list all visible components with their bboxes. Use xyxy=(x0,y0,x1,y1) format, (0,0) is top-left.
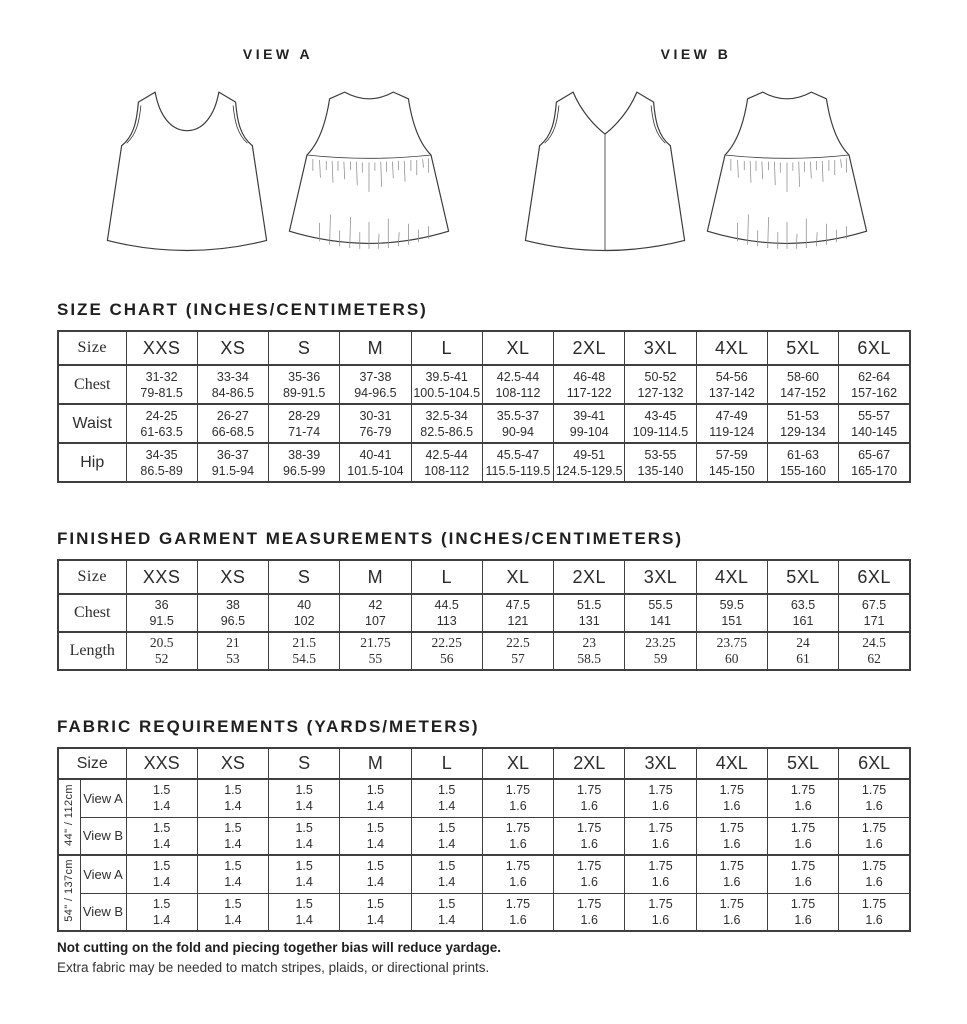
size-header-cell: XXS xyxy=(126,748,197,779)
measurement-value-cell: 42 107 xyxy=(340,594,411,632)
size-header-cell: XS xyxy=(197,331,268,365)
measurement-value-cell: 46-48 117-122 xyxy=(554,365,625,404)
view-b-front-garment-illustration xyxy=(517,86,693,260)
size-header-cell: M xyxy=(340,560,411,594)
size-header-cell: 3XL xyxy=(625,560,696,594)
measurement-value-cell: 61-63 155-160 xyxy=(767,443,838,482)
measurement-value-cell: 57-59 145-150 xyxy=(696,443,767,482)
measurement-value-cell: 1.5 1.4 xyxy=(340,817,411,855)
measurement-value-cell: 1.75 1.6 xyxy=(839,893,910,931)
size-header-cell: 5XL xyxy=(767,748,838,779)
size-header-cell: 6XL xyxy=(839,331,910,365)
measurement-value-cell: 47.5 121 xyxy=(482,594,553,632)
size-header-cell: 4XL xyxy=(696,748,767,779)
measurement-value-cell: 59.5 151 xyxy=(696,594,767,632)
table-row xyxy=(58,632,910,670)
row-label-cell: Waist xyxy=(58,404,126,443)
measurement-value-cell: 1.5 1.4 xyxy=(340,893,411,931)
measurement-value-cell: 44.5 113 xyxy=(411,594,482,632)
measurement-value-cell: 22.5 57 xyxy=(482,632,553,670)
measurement-value-cell: 1.5 1.4 xyxy=(269,855,340,893)
measurement-value-cell: 1.75 1.6 xyxy=(767,893,838,931)
measurement-value-cell: 23.75 60 xyxy=(696,632,767,670)
measurement-value-cell: 1.5 1.4 xyxy=(197,817,268,855)
measurement-value-cell: 37-38 94-96.5 xyxy=(340,365,411,404)
size-header-cell: 2XL xyxy=(554,748,625,779)
measurement-value-cell: 1.75 1.6 xyxy=(696,779,767,817)
measurement-value-cell: 1.5 1.4 xyxy=(411,779,482,817)
measurement-value-cell: 1.75 1.6 xyxy=(839,855,910,893)
measurement-value-cell: 43-45 109-114.5 xyxy=(625,404,696,443)
measurement-value-cell: 51.5 131 xyxy=(554,594,625,632)
row-label-cell: Chest xyxy=(58,594,126,632)
measurement-value-cell: 1.5 1.4 xyxy=(411,893,482,931)
measurement-value-cell: 1.75 1.6 xyxy=(482,855,553,893)
size-header-cell: M xyxy=(340,748,411,779)
size-header-cell: S xyxy=(269,331,340,365)
measurement-value-cell: 1.75 1.6 xyxy=(482,893,553,931)
measurement-value-cell: 21.75 55 xyxy=(340,632,411,670)
measurement-value-cell: 34-35 86.5-89 xyxy=(126,443,197,482)
measurement-value-cell: 1.75 1.6 xyxy=(767,855,838,893)
size-header-cell: XL xyxy=(482,748,553,779)
measurement-value-cell: 1.75 1.6 xyxy=(625,893,696,931)
measurement-value-cell: 23.25 59 xyxy=(625,632,696,670)
measurement-value-cell: 67.5 171 xyxy=(839,594,910,632)
size-header-cell: L xyxy=(411,560,482,594)
measurement-value-cell: 63.5 161 xyxy=(767,594,838,632)
size-header-cell: 4XL xyxy=(696,331,767,365)
size-header-cell: M xyxy=(340,331,411,365)
size-header-cell: XS xyxy=(197,560,268,594)
measurement-value-cell: 1.5 1.4 xyxy=(126,779,197,817)
view-label-cell: View A xyxy=(80,855,126,893)
measurement-value-cell: 22.25 56 xyxy=(411,632,482,670)
fabric-width-label-cell: 44" / 112cm xyxy=(58,779,80,855)
measurement-value-cell: 65-67 165-170 xyxy=(839,443,910,482)
measurement-value-cell: 24 61 xyxy=(767,632,838,670)
measurement-value-cell: 21.5 54.5 xyxy=(269,632,340,670)
measurement-value-cell: 32.5-34 82.5-86.5 xyxy=(411,404,482,443)
measurement-value-cell: 35-36 89-91.5 xyxy=(269,365,340,404)
measurement-value-cell: 31-32 79-81.5 xyxy=(126,365,197,404)
measurement-value-cell: 1.5 1.4 xyxy=(269,893,340,931)
measurement-value-cell: 53-55 135-140 xyxy=(625,443,696,482)
measurement-value-cell: 1.5 1.4 xyxy=(269,779,340,817)
table-row xyxy=(58,779,910,817)
size-header-cell: 5XL xyxy=(767,560,838,594)
measurement-value-cell: 51-53 129-134 xyxy=(767,404,838,443)
measurement-value-cell: 50-52 127-132 xyxy=(625,365,696,404)
yardage-note-bold: Not cutting on the fold and piecing together bias will reduce yardage. xyxy=(57,940,502,955)
finished-garment-title: FINISHED GARMENT MEASUREMENTS (INCHES/CENTIMETERS) xyxy=(57,529,684,548)
measurement-value-cell: 1.75 1.6 xyxy=(482,779,553,817)
measurement-value-cell: 38 96.5 xyxy=(197,594,268,632)
measurement-value-cell: 49-51 124.5-129.5 xyxy=(554,443,625,482)
measurement-value-cell: 1.5 1.4 xyxy=(340,779,411,817)
measurement-value-cell: 42.5-44 108-112 xyxy=(482,365,553,404)
measurement-value-cell: 30-31 76-79 xyxy=(340,404,411,443)
measurement-value-cell: 39-41 99-104 xyxy=(554,404,625,443)
measurement-value-cell: 54-56 137-142 xyxy=(696,365,767,404)
measurement-value-cell: 58-60 147-152 xyxy=(767,365,838,404)
view-label-cell: View B xyxy=(80,817,126,855)
measurement-value-cell: 24-25 61-63.5 xyxy=(126,404,197,443)
measurement-value-cell: 20.5 52 xyxy=(126,632,197,670)
table-row xyxy=(58,443,910,482)
size-header-cell: 6XL xyxy=(839,560,910,594)
measurement-value-cell: 1.75 1.6 xyxy=(554,817,625,855)
measurement-value-cell: 33-34 84-86.5 xyxy=(197,365,268,404)
view-a-back-garment-illustration xyxy=(281,86,457,260)
table-row xyxy=(58,893,910,931)
measurement-value-cell: 1.75 1.6 xyxy=(767,817,838,855)
size-header-cell: 5XL xyxy=(767,331,838,365)
size-header-cell: XS xyxy=(197,748,268,779)
measurement-value-cell: 55.5 141 xyxy=(625,594,696,632)
header-row xyxy=(58,560,910,594)
view-a-group xyxy=(97,46,459,260)
table-row xyxy=(58,817,910,855)
header-row xyxy=(58,331,910,365)
size-header-cell: 2XL xyxy=(554,331,625,365)
view-label-cell: View B xyxy=(80,893,126,931)
measurement-value-cell: 1.75 1.6 xyxy=(767,779,838,817)
size-label-header-cell: Size xyxy=(58,560,126,594)
table-row xyxy=(58,594,910,632)
measurement-value-cell: 1.75 1.6 xyxy=(554,779,625,817)
measurement-value-cell: 36-37 91.5-94 xyxy=(197,443,268,482)
size-header-cell: XXS xyxy=(126,331,197,365)
measurement-value-cell: 1.75 1.6 xyxy=(839,779,910,817)
row-label-cell: Chest xyxy=(58,365,126,404)
view-a-drawings xyxy=(97,86,459,260)
measurement-value-cell: 1.5 1.4 xyxy=(197,855,268,893)
measurement-value-cell: 1.5 1.4 xyxy=(126,855,197,893)
measurement-value-cell: 1.75 1.6 xyxy=(839,817,910,855)
view-a-front-garment-illustration xyxy=(99,86,275,260)
measurement-value-cell: 1.5 1.4 xyxy=(126,817,197,855)
measurement-value-cell: 1.5 1.4 xyxy=(411,817,482,855)
views-section xyxy=(57,46,911,260)
fabric-requirements-title: FABRIC REQUIREMENTS (YARDS/METERS) xyxy=(57,717,480,736)
size-label-header-cell: Size xyxy=(58,748,126,779)
size-header-cell: XL xyxy=(482,560,553,594)
row-label-cell: Length xyxy=(58,632,126,670)
fabric-requirements-table xyxy=(57,747,911,932)
size-header-cell: XXS xyxy=(126,560,197,594)
measurement-value-cell: 47-49 119-124 xyxy=(696,404,767,443)
measurement-value-cell: 1.5 1.4 xyxy=(126,893,197,931)
table-row xyxy=(58,855,910,893)
measurement-value-cell: 1.75 1.6 xyxy=(625,855,696,893)
fabric-requirements-section xyxy=(57,717,911,932)
view-b-label: VIEW B xyxy=(660,46,732,62)
size-header-cell: 3XL xyxy=(625,331,696,365)
measurement-value-cell: 1.5 1.4 xyxy=(197,779,268,817)
measurement-value-cell: 1.75 1.6 xyxy=(696,855,767,893)
measurement-value-cell: 62-64 157-162 xyxy=(839,365,910,404)
measurement-value-cell: 40-41 101.5-104 xyxy=(340,443,411,482)
size-header-cell: L xyxy=(411,748,482,779)
view-b-back-garment-illustration xyxy=(699,86,875,260)
measurement-value-cell: 55-57 140-145 xyxy=(839,404,910,443)
view-a-label: VIEW A xyxy=(242,46,314,62)
measurement-value-cell: 1.75 1.6 xyxy=(625,779,696,817)
size-header-cell: 4XL xyxy=(696,560,767,594)
size-header-cell: S xyxy=(269,560,340,594)
measurement-value-cell: 1.5 1.4 xyxy=(197,893,268,931)
measurement-value-cell: 26-27 66-68.5 xyxy=(197,404,268,443)
size-header-cell: L xyxy=(411,331,482,365)
measurement-value-cell: 1.75 1.6 xyxy=(625,817,696,855)
view-b-drawings xyxy=(515,86,877,260)
measurement-value-cell: 1.75 1.6 xyxy=(696,893,767,931)
size-header-cell: 2XL xyxy=(554,560,625,594)
measurement-value-cell: 28-29 71-74 xyxy=(269,404,340,443)
measurement-value-cell: 1.5 1.4 xyxy=(340,855,411,893)
measurement-value-cell: 1.75 1.6 xyxy=(554,855,625,893)
measurement-value-cell: 23 58.5 xyxy=(554,632,625,670)
measurement-value-cell: 24.5 62 xyxy=(839,632,910,670)
header-row xyxy=(58,748,910,779)
size-label-header-cell: Size xyxy=(58,331,126,365)
finished-garment-table xyxy=(57,559,911,671)
measurement-value-cell: 40 102 xyxy=(269,594,340,632)
measurement-value-cell: 1.5 1.4 xyxy=(269,817,340,855)
view-label-cell: View A xyxy=(80,779,126,817)
footnotes xyxy=(57,940,911,975)
measurement-value-cell: 36 91.5 xyxy=(126,594,197,632)
measurement-value-cell: 39.5-41 100.5-104.5 xyxy=(411,365,482,404)
measurement-value-cell: 38-39 96.5-99 xyxy=(269,443,340,482)
size-chart-title: SIZE CHART (INCHES/CENTIMETERS) xyxy=(57,300,428,319)
measurement-value-cell: 1.75 1.6 xyxy=(482,817,553,855)
size-header-cell: S xyxy=(269,748,340,779)
size-header-cell: XL xyxy=(482,331,553,365)
size-header-cell: 3XL xyxy=(625,748,696,779)
size-header-cell: 6XL xyxy=(839,748,910,779)
finished-garment-section xyxy=(57,529,911,671)
measurement-value-cell: 1.75 1.6 xyxy=(696,817,767,855)
table-row xyxy=(58,365,910,404)
measurement-value-cell: 1.5 1.4 xyxy=(411,855,482,893)
view-b-group xyxy=(515,46,877,260)
extra-fabric-note: Extra fabric may be needed to match stripes, plaids, or directional prints. xyxy=(57,960,490,975)
measurement-value-cell: 45.5-47 115.5-119.5 xyxy=(482,443,553,482)
measurement-value-cell: 21 53 xyxy=(197,632,268,670)
measurement-value-cell: 42.5-44 108-112 xyxy=(411,443,482,482)
size-chart-section xyxy=(57,300,911,483)
measurement-value-cell: 1.75 1.6 xyxy=(554,893,625,931)
fabric-width-label-cell: 54" / 137cm xyxy=(58,855,80,931)
size-chart-table xyxy=(57,330,911,483)
measurement-value-cell: 35.5-37 90-94 xyxy=(482,404,553,443)
table-row xyxy=(58,404,910,443)
row-label-cell: Hip xyxy=(58,443,126,482)
